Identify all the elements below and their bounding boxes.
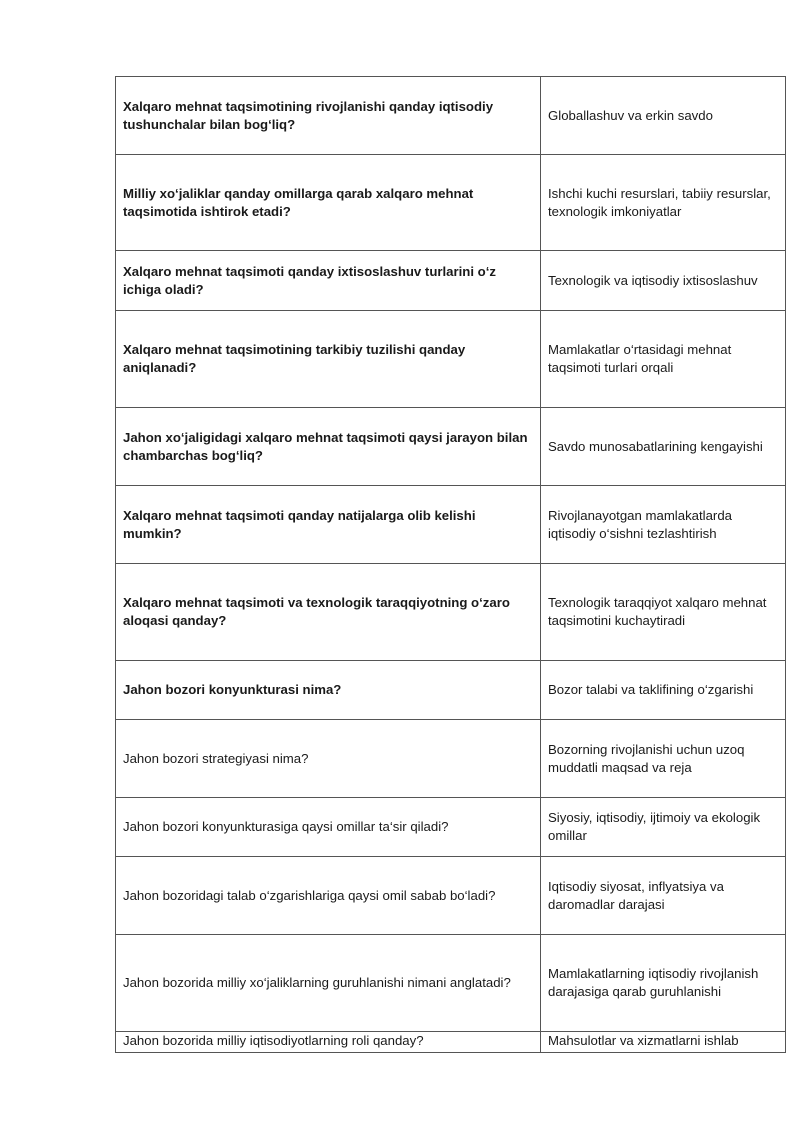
table-row [116, 798, 786, 857]
question-cell: Xalqaro mehnat taqsimotining tarkibiy tuzilishi qanday aniqlanadi? [116, 311, 541, 408]
table-row [116, 935, 786, 1032]
table-row [116, 661, 786, 720]
answer-cell: Globallashuv va erkin savdo [541, 77, 786, 155]
question-cell: Jahon bozorida milliy xo‘jaliklarning guruhlanishi nimani anglatadi? [116, 935, 541, 1032]
question-cell: Xalqaro mehnat taqsimoti qanday natijalarga olib kelishi mumkin? [116, 486, 541, 564]
table-row [116, 486, 786, 564]
answer-cell: Iqtisodiy siyosat, inflyatsiya va daromadlar darajasi [541, 857, 786, 935]
answer-cell: Mamlakatlar o‘rtasidagi mehnat taqsimoti turlari orqali [541, 311, 786, 408]
answer-cell: Texnologik va iqtisodiy ixtisoslashuv [541, 251, 786, 311]
table-row [116, 720, 786, 798]
question-cell: Jahon bozori konyunkturasi nima? [116, 661, 541, 720]
answer-cell: Bozor talabi va taklifining o‘zgarishi [541, 661, 786, 720]
qa-table [115, 76, 786, 1053]
question-cell: Xalqaro mehnat taqsimotining rivojlanishi qanday iqtisodiy tushunchalar bilan bog‘liq? [116, 77, 541, 155]
question-cell: Xalqaro mehnat taqsimoti va texnologik taraqqiyotning o‘zaro aloqasi qanday? [116, 564, 541, 661]
answer-cell: Mahsulotlar va xizmatlarni ishlab [541, 1032, 786, 1053]
question-cell: Jahon bozori strategiyasi nima? [116, 720, 541, 798]
answer-cell: Bozorning rivojlanishi uchun uzoq muddatli maqsad va reja [541, 720, 786, 798]
question-cell: Jahon bozorida milliy iqtisodiyotlarning roli qanday? [116, 1032, 541, 1053]
table-row [116, 311, 786, 408]
answer-cell: Mamlakatlarning iqtisodiy rivojlanish darajasiga qarab guruhlanishi [541, 935, 786, 1032]
answer-cell: Savdo munosabatlarining kengayishi [541, 408, 786, 486]
table-row [116, 155, 786, 251]
table-row [116, 857, 786, 935]
question-cell: Milliy xo‘jaliklar qanday omillarga qarab xalqaro mehnat taqsimotida ishtirok etadi? [116, 155, 541, 251]
question-cell: Jahon bozoridagi talab o‘zgarishlariga qaysi omil sabab bo‘ladi? [116, 857, 541, 935]
table-row [116, 1032, 786, 1053]
answer-cell: Siyosiy, iqtisodiy, ijtimoiy va ekologik omillar [541, 798, 786, 857]
question-cell: Xalqaro mehnat taqsimoti qanday ixtisoslashuv turlarini o‘z ichiga oladi? [116, 251, 541, 311]
table-row [116, 77, 786, 155]
answer-cell: Rivojlanayotgan mamlakatlarda iqtisodiy o‘sishni tezlashtirish [541, 486, 786, 564]
question-cell: Jahon bozori konyunkturasiga qaysi omillar ta‘sir qiladi? [116, 798, 541, 857]
table-row [116, 251, 786, 311]
answer-cell: Texnologik taraqqiyot xalqaro mehnat taqsimotini kuchaytiradi [541, 564, 786, 661]
table-row [116, 408, 786, 486]
answer-cell: Ishchi kuchi resurslari, tabiiy resurslar, texnologik imkoniyatlar [541, 155, 786, 251]
table-row [116, 564, 786, 661]
question-cell: Jahon xo‘jaligidagi xalqaro mehnat taqsimoti qaysi jarayon bilan chambarchas bog‘liq? [116, 408, 541, 486]
